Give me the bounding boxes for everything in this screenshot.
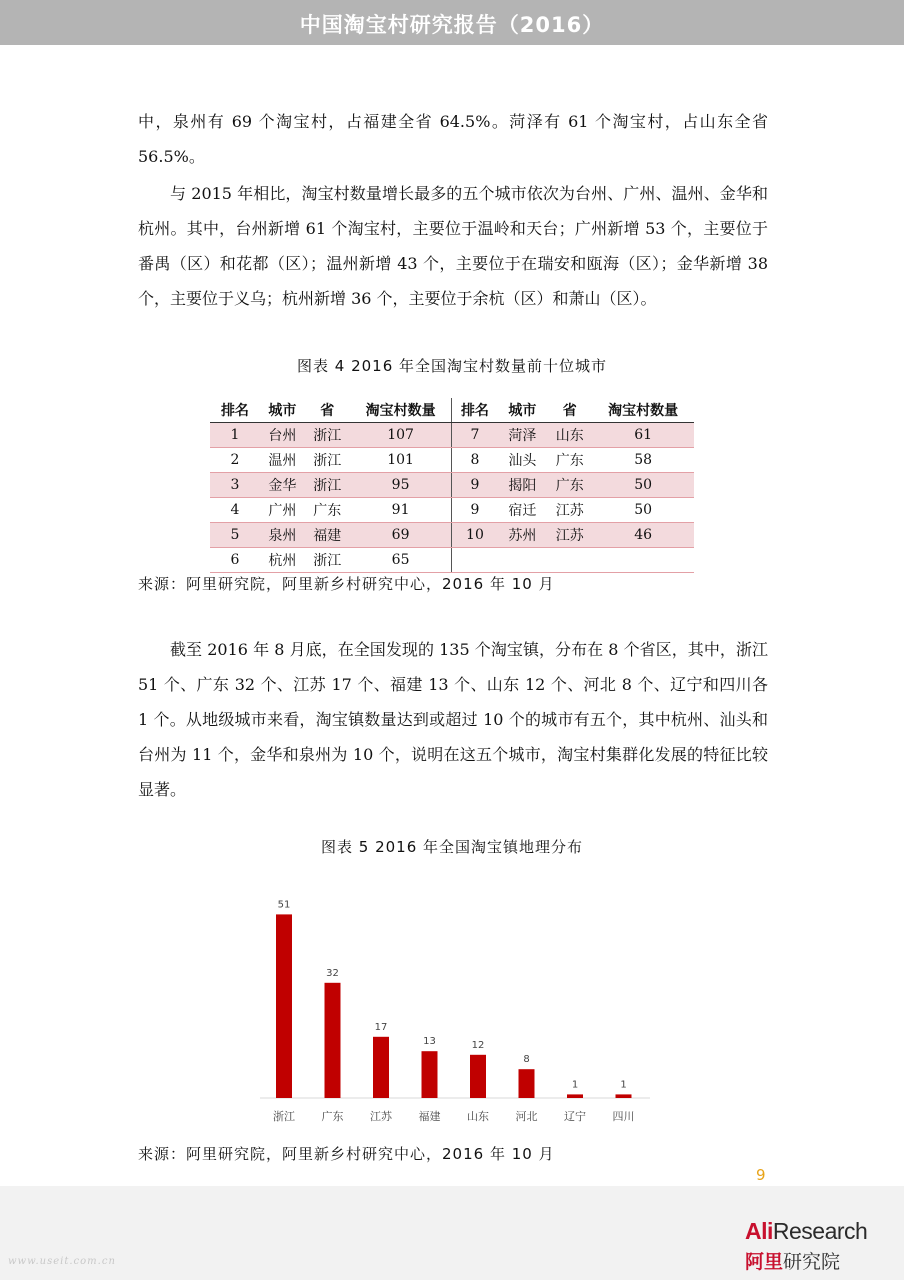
table-cell: 2 [210,448,260,473]
logo-cn-dark: 研究院 [783,1251,841,1273]
table-cell: 3 [210,473,260,498]
table-cell: 浙江 [305,448,350,473]
table-cell: 107 [350,423,452,448]
aliresearch-logo-cn [745,1247,840,1274]
table-cell: 9 [452,498,497,523]
table-cell: 46 [592,523,694,548]
bar-3 [422,1051,438,1098]
table-cell: 广东 [547,448,592,473]
data-label-6: 1 [571,1079,579,1091]
bar-0 [276,914,292,1098]
header-city: 城市 [260,398,305,423]
table-cell: 65 [350,548,452,573]
table-cell: 91 [350,498,452,523]
table-cell [452,548,497,573]
header-rank-2: 排名 [452,398,497,423]
table-caption: 图表 4 2016 年全国淘宝村数量前十位城市 [296,357,608,375]
table-cell: 4 [210,498,260,523]
x-tick-label-2: 江苏 [370,1110,392,1123]
table-cell: 汕头 [497,448,547,473]
x-tick-label-7: 四川 [612,1110,635,1123]
table-cell: 9 [452,473,497,498]
table-cell: 温州 [260,448,305,473]
aliresearch-logo [745,1218,867,1245]
header-rank: 排名 [210,398,260,423]
table-cell: 10 [452,523,497,548]
table-cell: 苏州 [497,523,547,548]
x-tick-label-3: 福建 [418,1110,441,1123]
table-cell: 1 [210,423,260,448]
bar-1 [325,983,341,1098]
header-province-2: 省 [547,398,592,423]
table-cell [592,548,694,573]
x-tick-label-6: 辽宁 [564,1110,586,1123]
data-label-0: 51 [277,899,291,911]
chart-source: 来源：阿里研究院，阿里新乡村研究中心，2016 年 10 月 [138,1145,555,1163]
data-label-7: 1 [620,1079,627,1091]
header-city-2: 城市 [497,398,547,423]
header-province: 省 [305,398,350,423]
paragraph-2: 与 2015 年相比，淘宝村数量增长最多的五个城市依次为台州、广州、温州、金华和杭州。其中，台州新增 61 个淘宝村，主要位于温岭和天台；广州新增 53 个，主要位于番禺（区）和花都（区）；温州新增 43 个，主要位于在瑞安和瓯海（区）；金华新增 38 个，主要位于义乌；杭州新增 36 个，主要位于余杭（区）和萧山（区）。 [138,184,768,308]
table-row [210,498,694,523]
table-cell: 58 [592,448,694,473]
table-cell: 福建 [305,523,350,548]
logo-ali-text: Ali [745,1218,773,1244]
header-count-2: 淘宝村数量 [592,398,694,423]
table-cell: 广东 [305,498,350,523]
watermark-text: www.useit.com.cn [8,1256,116,1267]
table-cell: 8 [452,448,497,473]
table-cell: 广州 [260,498,305,523]
table-row [210,423,694,448]
table-cell: 菏泽 [497,423,547,448]
paragraph-1: 中，泉州有 69 个淘宝村，占福建全省 64.5%。菏泽有 61 个淘宝村，占山东全省 56.5%。 [138,112,768,166]
logo-cn-red: 阿里 [745,1251,784,1273]
table-cell: 7 [452,423,497,448]
table-cell: 宿迁 [497,498,547,523]
page-number: 9 [756,1166,766,1184]
bar-4 [470,1055,486,1098]
table-cell: 95 [350,473,452,498]
table-source: 来源：阿里研究院，阿里新乡村研究中心，2016 年 10 月 [138,575,555,593]
data-label-1: 32 [326,967,339,979]
bar-7 [616,1094,632,1098]
table-cell: 浙江 [305,548,350,573]
table-cell: 浙江 [305,473,350,498]
top-ten-cities-table [210,398,694,573]
x-tick-label-4: 山东 [467,1110,489,1123]
logo-research-text: Research [772,1218,868,1244]
table-cell: 69 [350,523,452,548]
table-cell: 浙江 [305,423,350,448]
table-row [210,523,694,548]
table-cell: 揭阳 [497,473,547,498]
town-distribution-chart [230,870,670,1130]
x-tick-label-1: 广东 [321,1110,344,1123]
data-label-5: 8 [523,1054,530,1066]
table-cell: 江苏 [547,498,592,523]
table-cell: 山东 [547,423,592,448]
table-cell: 5 [210,523,260,548]
table-cell: 6 [210,548,260,573]
table-cell: 泉州 [260,523,305,548]
table-cell: 台州 [260,423,305,448]
data-label-2: 17 [374,1021,388,1033]
bar-2 [373,1037,389,1098]
table-row [210,448,694,473]
x-tick-label-5: 河北 [515,1110,538,1123]
table-cell: 50 [592,498,694,523]
table-cell: 广东 [547,473,592,498]
chart-caption: 图表 5 2016 年全国淘宝镇地理分布 [320,838,584,856]
table-header-row [210,398,694,423]
bar-6 [567,1094,583,1098]
table-cell: 金华 [260,473,305,498]
document-title: 中国淘宝村研究报告（2016） [299,13,605,37]
header-count: 淘宝村数量 [350,398,452,423]
table-cell: 江苏 [547,523,592,548]
table-cell [497,548,547,573]
table-cell: 61 [592,423,694,448]
table-cell: 101 [350,448,452,473]
table-cell: 杭州 [260,548,305,573]
table-cell: 50 [592,473,694,498]
bar-5 [519,1069,535,1098]
paragraph-3: 截至 2016 年 8 月底，在全国发现的 135 个淘宝镇，分布在 8 个省区，其中，浙江 51 个、广东 32 个、江苏 17 个、福建 13 个、山东 12 个、河北 8 个、辽宁和四川各 1 个。从地级城市来看，淘宝镇数量达到或超过 10 个的城市有五个，其中杭州、汕头和台州为 11 个，金华和泉州为 10 个，说明在这五个城市，淘宝村集群化发展的特征比较显著。 [138,640,768,799]
table-row [210,473,694,498]
x-tick-label-0: 浙江 [273,1110,295,1123]
data-label-4: 12 [471,1039,485,1051]
data-label-3: 13 [423,1036,436,1048]
table-cell [547,548,592,573]
table-row [210,548,694,573]
